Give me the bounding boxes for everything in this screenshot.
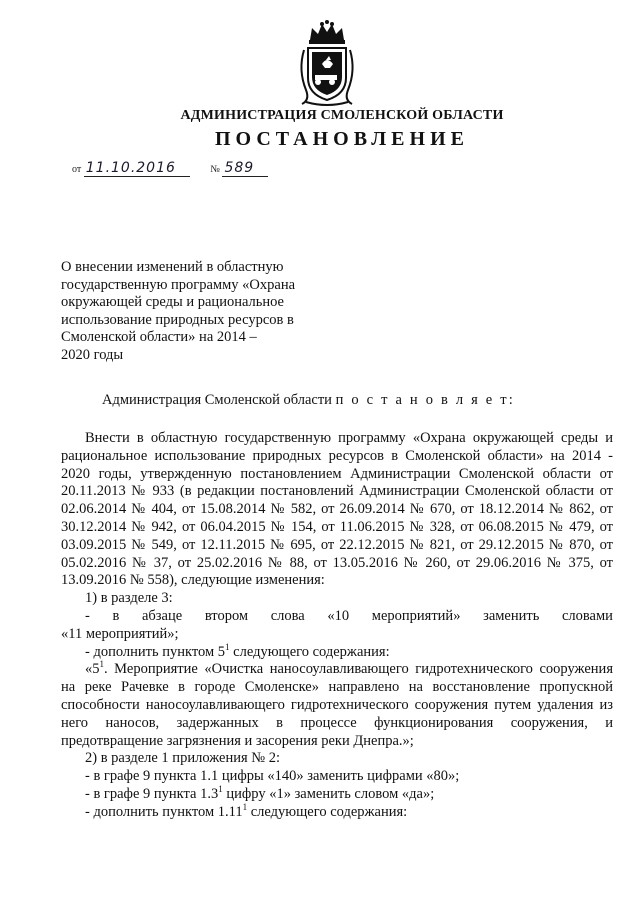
item-2-b [61,786,613,804]
item-1-a-continued: «11 мероприятий»; [61,625,179,642]
superscript: 1 [225,641,230,652]
item-1-b [61,641,613,662]
item-2: 2) в разделе 1 приложения № 2: [85,750,281,767]
item-1: 1) в разделе 3: [85,590,173,607]
superscript: 1 [99,659,104,670]
date-label: от [72,164,82,175]
superscript: 1 [218,784,223,795]
number-label: № [210,164,220,175]
word: «10 [327,607,350,624]
word: абзаце [141,607,183,624]
subject-line: 2020 годы [61,346,124,363]
word: словами [561,607,613,624]
text: - дополнить пунктом 5 [85,643,226,660]
preamble-decree: п о с т а н о в л я е т: [335,392,516,408]
superscript: 1 [242,801,248,812]
word: - [85,607,90,624]
item-2-c [61,801,613,822]
word: втором [204,607,249,624]
text: следующего содержания: [247,803,408,820]
item-2-a: - в графе 9 пункта 1.1 цифры «140» заменить цифрами «80»; [85,768,460,785]
word: в [112,607,120,624]
subject-line: Смоленской области» на 2014 – [61,329,257,346]
preamble [102,392,515,409]
subject-line: О внесении изменений в областную [61,259,284,275]
coat-of-arms-icon [296,20,358,106]
subject-line: использование природных ресурсов в [61,311,294,328]
subject-line: государственную программу «Охрана [61,276,296,293]
document-type-title: ПОСТАНОВЛЕНИЕ [215,128,469,150]
text: . Мероприятие «Очистка наносоулавливающего гидротехнического сооружения на реке Рачевке в городе Смоленске» направлено на восстановление пропускной способности наносоулавливающего гидротехнического сооружения путем удаления из него наносов, задержанных в процессе функционирования сооружения, и предотвращение загрязнения и засорения реки Днепра.»; [61,661,613,749]
subject-line: окружающей среды и рациональное [61,294,284,311]
word: мероприятий» [371,607,461,624]
document-body [61,430,613,822]
text: следующего содержания: [229,643,390,660]
organization-title: АДМИНИСТРАЦИЯ СМОЛЕНСКОЙ ОБЛАСТИ [180,108,504,123]
body-intro: Внести в областную государственную программу «Охрана окружающей среды и рациональное использование природных ресурсов в Смоленской области» на 2014 - 2020 годы, утвержденную постановлением Администрации Смоленской области от 20.11.2013 № 933 (в редакции постановлений Администрации Смоленской области от 02.06.2014 № 404, от 15.08.2014 № 582, от 26.09.2014 № 670, от 18.12.2014 № 862, от 30.12.2014 № 942, от 06.04.2015 № 154, от 11.06.2015 № 328, от 06.08.2015 № 479, от 03.09.2015 № 549, от 12.11.2015 № 695, от 22.12.2015 № 821, от 29.12.2015 № 870, от 05.02.2016 № 37, от 25.02.2016 № 88, от 13.05.2016 № 260, от 29.06.2016 № 375, от 13.09.2016 № 558), следующие изменения: [61,430,613,589]
date-value: 11.10.2016 [85,160,176,176]
text: цифру «1» заменить словом «да»; [222,785,435,802]
word: заменить [483,607,540,624]
document-subject [61,259,325,365]
item-1-b-quote [61,661,613,750]
text: «5 [85,661,100,678]
text: - в графе 9 пункта 1.3 [85,785,219,802]
text: - дополнить пунктом 1.11 [85,803,243,820]
document-date-number [72,160,268,177]
number-value: 589 [224,160,255,176]
preamble-text: Администрация Смоленской области [102,392,332,408]
item-1-a [61,608,613,626]
word: слова [270,607,305,624]
